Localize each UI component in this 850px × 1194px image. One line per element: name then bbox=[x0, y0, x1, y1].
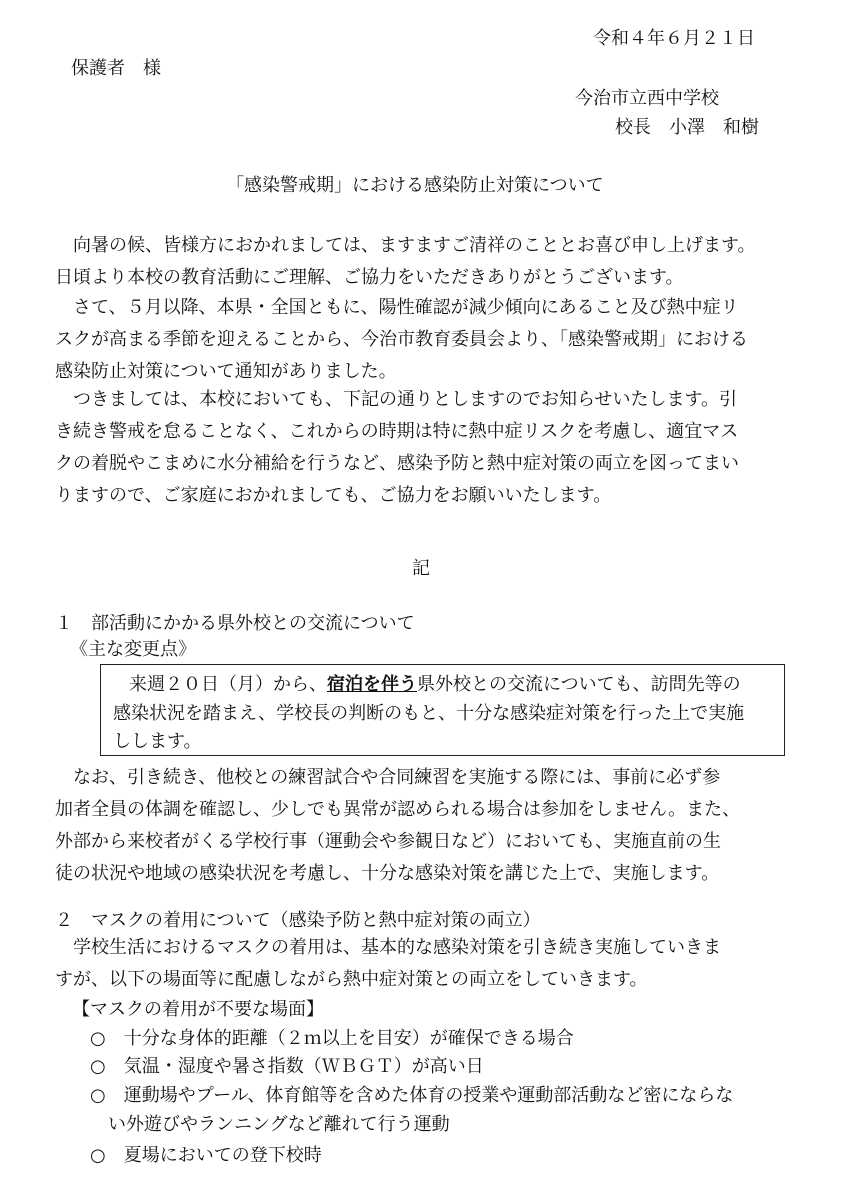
emphasis-text: 宿泊を伴う bbox=[327, 674, 417, 695]
text-line: さて、５月以降、本県・全国ともに、陽性確認が減少傾向にあること及び熱中症リ bbox=[55, 297, 739, 318]
text-line: なお、引き続き、他校との練習試合や合同練習を実施する際には、事前に必ず参 bbox=[55, 767, 721, 788]
document-date: 令和４年６月２１日 bbox=[593, 28, 755, 49]
text-line: すが、以下の場面等に配慮しながら熱中症対策との両立をしていきます。 bbox=[55, 969, 648, 990]
section-1-paragraph bbox=[55, 762, 805, 890]
list-item-continuation: い外遊びやランニングなど離れて行う運動 bbox=[108, 1114, 450, 1135]
text-line: き続き警戒を怠ることなく、これからの時期は特に熱中症リスクを考慮し、適宜マス bbox=[55, 421, 739, 442]
text-line: 日頃より本校の教育活動にご理解、ご協力をいただきありがとうございます。 bbox=[55, 267, 684, 288]
text-line: 外部から来校者がくる学校行事（運動会や参観日など）においても、実施直前の生 bbox=[55, 831, 721, 852]
text-line: 加者全員の体調を確認し、少しでも異常が認められる場合は参加をしません。また、 bbox=[55, 799, 741, 820]
section-1-subheading: 《主な変更点》 bbox=[70, 639, 196, 660]
section-1-heading: １ 部活動にかかる県外校との交流について bbox=[55, 613, 415, 634]
intro-paragraph-3 bbox=[55, 384, 805, 512]
text-line: 向暑の候、皆様方におかれましては、ますますご清祥のこととお喜び申し上げます。 bbox=[55, 235, 756, 256]
mask-list-heading: 【マスクの着用が不要な場面】 bbox=[72, 999, 324, 1020]
intro-paragraph-2 bbox=[55, 292, 805, 388]
text-line: スクが高まる季節を迎えることから、今治市教育委員会より、「感染警戒期」における bbox=[55, 329, 748, 350]
box-text: 県外校との交流についても、訪問先等の bbox=[417, 674, 741, 695]
text-line: 感染防止対策について通知がありました。 bbox=[55, 361, 397, 382]
text-line: りますので、ご家庭におかれましても、ご協力をお願いいたします。 bbox=[55, 485, 612, 506]
list-item: ○ 十分な身体的距離（２ｍ以上を目安）が確保できる場合 bbox=[90, 1028, 574, 1049]
ki-marker: 記 bbox=[412, 558, 430, 579]
text-line: クの着脱やこまめに水分補給を行うなど、感染予防と熱中症対策の両立を図ってまい bbox=[55, 453, 739, 474]
text-line: つきましては、本校においても、下記の通りとしますのでお知らせいたします。引 bbox=[55, 389, 738, 410]
list-item: ○ 気温・湿度や暑さ指数（ＷＢＧＴ）が高い日 bbox=[90, 1056, 484, 1077]
list-item: ○ 夏場においての登下校時 bbox=[90, 1145, 322, 1166]
box-line-3: しします。 bbox=[113, 731, 202, 752]
changes-box bbox=[100, 664, 785, 756]
box-line-2: 感染状況を踏まえ、学校長の判断のもと、十分な感染症対策を行った上で実施 bbox=[113, 703, 745, 724]
section-2-heading: ２ マスクの着用について（感染予防と熱中症対策の両立） bbox=[55, 910, 541, 931]
principal-name: 校長 小澤 和樹 bbox=[615, 117, 759, 138]
box-line-1 bbox=[129, 673, 741, 697]
intro-paragraph-1 bbox=[55, 230, 805, 294]
list-item: ○ 運動場やプール、体育館等を含めた体育の授業や運動部活動など密にならな bbox=[90, 1085, 734, 1106]
text-line: 学校生活におけるマスクの着用は、基本的な感染対策を引き続き実施していきま bbox=[55, 937, 721, 958]
text-line: 徒の状況や地域の感染状況を考慮し、十分な感染対策を講じた上で、実施します。 bbox=[55, 863, 720, 884]
school-name: 今治市立西中学校 bbox=[575, 88, 719, 109]
section-2-paragraph bbox=[55, 932, 805, 996]
box-text: 来週２０日（月）から、 bbox=[129, 674, 327, 695]
addressee: 保護者 様 bbox=[71, 58, 161, 79]
document-title: 「感染警戒期」における感染防止対策について bbox=[226, 175, 604, 196]
